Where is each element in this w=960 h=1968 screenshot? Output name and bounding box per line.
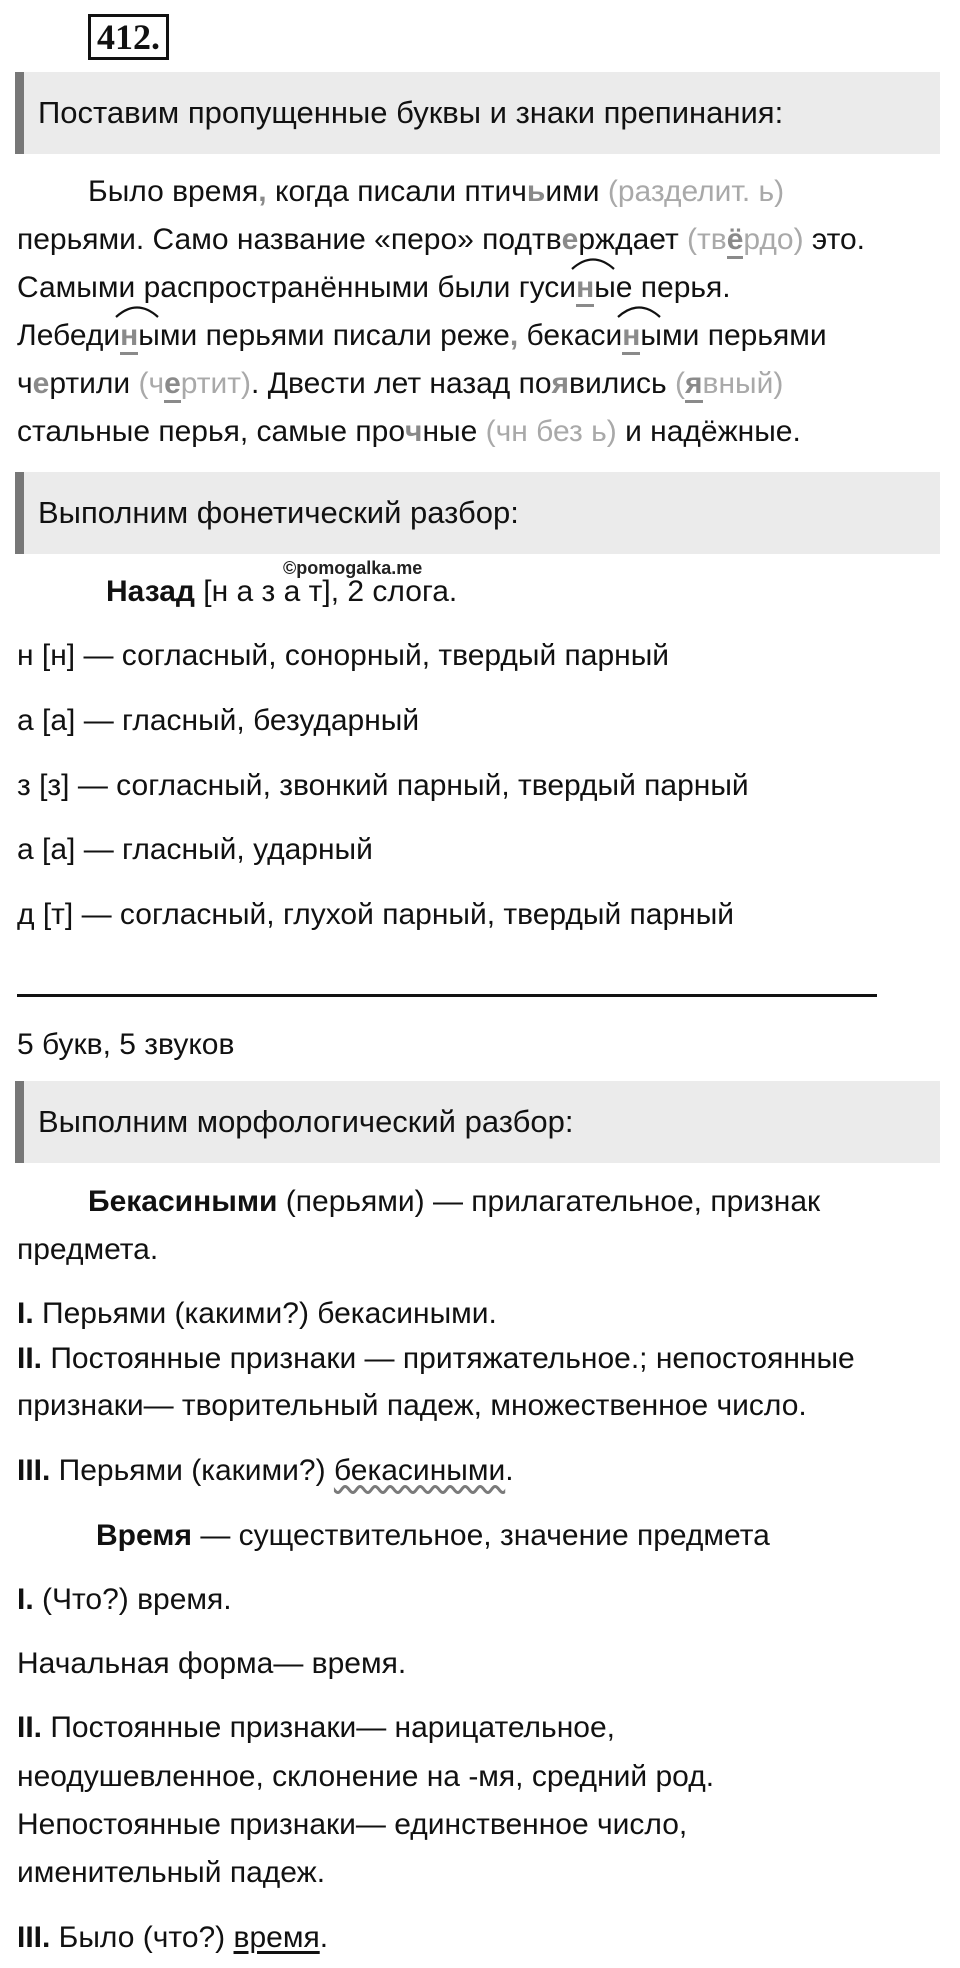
morph2-title: Время — существительное, значение предмета (96, 1519, 770, 1552)
morph1-step-1: I. Перьями (какими?) бекасиными. (17, 1297, 497, 1330)
morph1-step-2: II. Постоянные признаки — притяжательное.; непостоянные (17, 1342, 855, 1375)
arc-icon (114, 302, 160, 318)
morph2-step-2: II. Постоянные признаки— нарицательное, (17, 1711, 615, 1744)
text-line-6: стальные перья, самые прочные (чн без ь) и надёжные. (17, 415, 801, 448)
morph2-step-1: I. (Что?) время. (17, 1583, 232, 1616)
morph2-step-2-cont: неодушевленное, склонение на -мя, средний род. (17, 1760, 715, 1793)
section-header-morphology (15, 1081, 940, 1163)
section-header-label: Выполним фонетический разбор: (38, 495, 519, 530)
morph2-step-3: III. Было (что?) время. (17, 1921, 329, 1954)
suffix-arc-mark: н (622, 316, 640, 356)
morph2-step-2-cont: Непостоянные признаки— единственное число, (17, 1808, 688, 1841)
divider (17, 994, 877, 997)
section-header-punctuation (15, 72, 940, 154)
section-header-label: Поставим пропущенные буквы и знаки препинания: (38, 95, 784, 130)
morph1-step-3: III. Перьями (какими?) бекасиными. (17, 1454, 514, 1487)
morph1-title: Бекасиными (перьями) — прилагательное, признак (88, 1185, 821, 1218)
text-line-1: Было время, когда писали птичьими (разделит. ь) (88, 175, 785, 208)
arc-icon (570, 254, 616, 270)
text-line-2: перьями. Само название «перо» подтверждает (твёрдо) это. (17, 220, 865, 260)
morph1-title-cont: предмета. (17, 1233, 159, 1266)
phonetic-row: з [з] — согласный, звонкий парный, твердый парный (17, 769, 749, 802)
text-line-4: Лебеди ными перьями писали реже, бекаси ными перьями (17, 316, 827, 356)
morph2-step-2-cont: именительный падеж. (17, 1856, 326, 1889)
text-line-3: Самыми распространёнными были гуси ные перья. (17, 268, 731, 308)
phonetic-row: н [н] — согласный, сонорный, твердый парный (17, 639, 670, 672)
phonetic-row: а [а] — гласный, безударный (17, 704, 420, 737)
phonetic-row: а [а] — гласный, ударный (17, 833, 373, 866)
task-number: 412. (88, 14, 169, 60)
phonetic-row: д [т] — согласный, глухой парный, твердый парный (17, 898, 735, 931)
text-line-5: чертили (чертит). Двести лет назад появились (явный) (17, 364, 783, 404)
section-header-label: Выполним морфологический разбор: (38, 1104, 574, 1139)
morph1-step-2-cont: признаки— творительный падеж, множественное число. (17, 1389, 807, 1422)
section-header-phonetic (15, 472, 940, 554)
phonetic-summary: 5 букв, 5 звуков (17, 1028, 235, 1061)
arc-icon (616, 302, 662, 318)
phonetic-title: Назад [н а з а т], 2 слога. (106, 575, 458, 608)
morph2-initial-form: Начальная форма— время. (17, 1647, 407, 1680)
watermark: ©pomogalka.me (283, 558, 423, 578)
suffix-arc-mark: н (120, 316, 138, 356)
suffix-arc-mark: н (576, 268, 594, 308)
